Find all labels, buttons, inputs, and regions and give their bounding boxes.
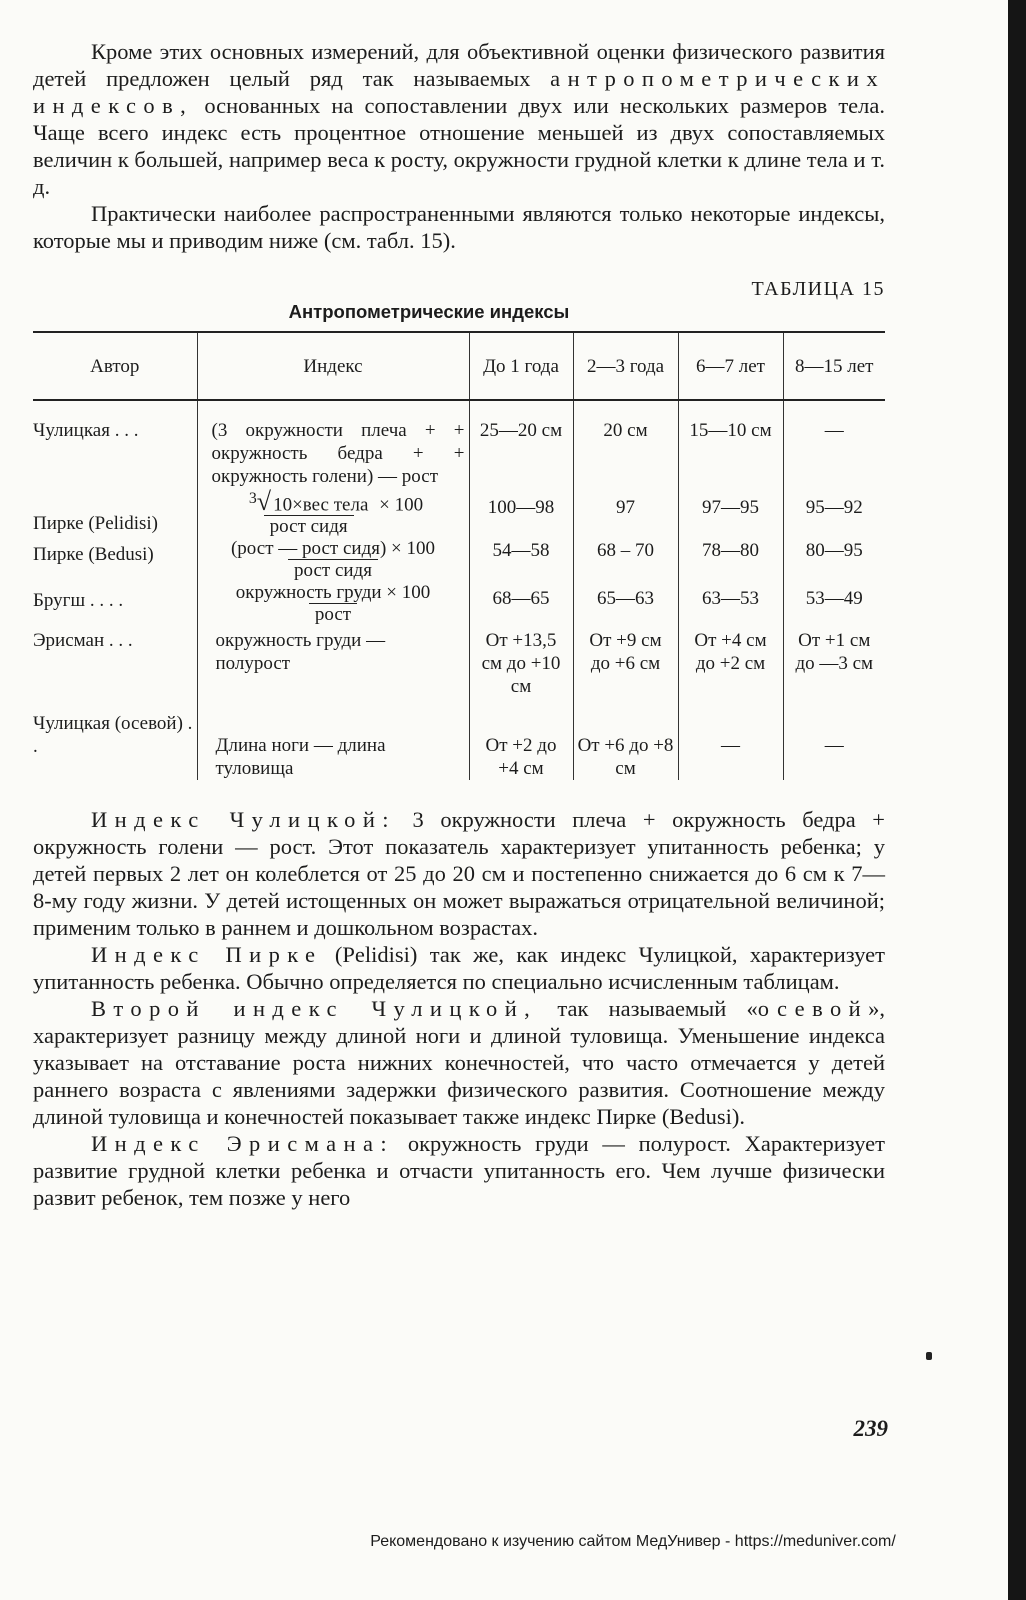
row-value: 100—98 <box>469 488 573 537</box>
row-value: 68—65 <box>469 581 573 625</box>
row-value: 53—49 <box>783 581 885 625</box>
row-value: От +13,5 см до +10 см <box>469 625 573 698</box>
header-age: 8—15 лет <box>783 332 885 400</box>
header-author: Автор <box>33 332 197 400</box>
scan-edge-shadow <box>1008 0 1026 1600</box>
row-value: От +4 см до +2 см <box>678 625 783 698</box>
row-value: 63—53 <box>678 581 783 625</box>
row-value: От +9 см до +6 см <box>573 625 678 698</box>
row-value: 54—58 <box>469 537 573 581</box>
row-value: 97—95 <box>678 488 783 537</box>
scan-speck <box>926 1352 932 1360</box>
row-value: 15—10 см <box>678 400 783 488</box>
row-index: $\frac{^3√ 10\times вес тела}{\text{рост сидя}}$ × 100 <box>197 488 469 537</box>
row-index <box>197 581 469 625</box>
table-row <box>33 488 885 537</box>
fraction: $\frac{^3√ 10\times вес тела}{\text{рост сидя}}$ <box>248 487 369 538</box>
header-age: До 1 года <box>469 332 573 400</box>
row-author: Пирке (Pelidisi) <box>33 513 158 534</box>
book-page <box>33 38 885 1211</box>
table-title: Антропометрические индексы <box>288 301 570 322</box>
table-row <box>33 581 885 625</box>
row-value: — <box>783 400 885 488</box>
paragraph-chulitskaya-index: Индекс Чулицкой: 3 окружности плеча + окружность бедра + окружность голени — рост. Этот показатель характеризует упитанность ребенка; у детей первых 2 лет он колеблется от 25 до 20 см и постепенно снижается до 6 см к 7—8-му году жизни. У детей истощенных он может выражаться отрицательной величиной; применим только в раннем и дошкольном возрастах. <box>33 807 885 941</box>
table-row <box>33 625 885 698</box>
row-author: Пирке (Bedusi) <box>33 544 154 566</box>
paragraph-axial-index: Второй индекс Чулицкой, так называемый «осевой», характеризует разницу между длиной ноги и длиной туловища. Уменьшение индекса указывает на отставание роста нижних конечностей, что часто отмечается у детей раннего возраста с явлениями задержки физического развития. Соотношение между длиной туловища и конечностей показывает также индекс Пирке (Bedusi). <box>33 996 885 1130</box>
row-value: 68 – 70 <box>573 537 678 581</box>
row-value: 95—92 <box>783 488 885 537</box>
cube-root-icon: √ <box>256 487 272 517</box>
row-value: 65—63 <box>573 581 678 625</box>
anthropometric-table <box>33 331 885 780</box>
paragraph-pirquet-index: Индекс Пирке (Pelidisi) так же, как индекс Чулицкой, характеризует упитанность ребенка. Обычно определяется по специально исчисленным таблицам. <box>33 942 885 995</box>
row-author: Эрисман . . . <box>33 630 133 652</box>
row-index: окружность груди — полурост <box>197 625 469 698</box>
header-age: 2—3 года <box>573 332 678 400</box>
row-value: — <box>783 698 885 780</box>
table-row <box>33 537 885 581</box>
page-number: 239 <box>853 1416 888 1441</box>
paragraph-erisman-index: Индекс Эрисмана: окружность груди — полурост. Характеризует развитие грудной клетки ребенка и отчасти упитанность его. Чем лучше физически развит ребенок, тем позже у него <box>33 1131 885 1211</box>
table-label: ТАБЛИЦА 15 <box>751 278 885 300</box>
row-index: (3 окружности плеча + + окружность бедра + + окружность голени) — рост <box>197 400 469 488</box>
row-value: От +1 см до —3 см <box>783 625 885 698</box>
row-value: 97 <box>573 488 678 537</box>
row-value: От +6 до +8 см <box>573 698 678 780</box>
paragraph-intro: Кроме этих основных измерений, для объективной оценки физического развития детей предложен целый ряд так называемых антропометрических индексов, основанных на сопоставлении двух или нескольких размеров тела. Чаще всего индекс есть процентное отношение меньшей из двух сопоставляемых величин к большей, например веса к росту, окружности грудной клетки к длине тела и т. д. <box>33 39 886 199</box>
row-value: 20 см <box>573 400 678 488</box>
fraction: $\frac{\text{окружность груди × 100}}{\text{рост}}$ <box>235 582 431 626</box>
row-value: От +2 до +4 см <box>469 698 573 780</box>
table-header-row <box>33 332 885 400</box>
header-age: 6—7 лет <box>678 332 783 400</box>
footer-recommendation: Рекомендовано к изучению сайтом МедУнивер - https://meduniver.com/ <box>370 1533 896 1550</box>
row-index <box>197 537 469 581</box>
row-value: 78—80 <box>678 537 783 581</box>
row-author: Чулицкая (осевой) . . <box>33 713 193 758</box>
row-author: Бругш . . . . <box>33 590 124 612</box>
table-row <box>33 400 885 488</box>
row-value: 25—20 см <box>469 400 573 488</box>
fraction: $\frac{\text{(рост — рост сидя) × 100}}{\text{рост сидя}}$ <box>230 538 436 582</box>
row-value: — <box>678 698 783 780</box>
spaced-term: антропометрических индексов, <box>33 66 886 118</box>
row-author: Чулицкая . . . <box>33 420 139 441</box>
paragraph-indices: Практически наиболее распространенными являются только некоторые индексы, которые мы и приводим ниже (см. табл. 15). <box>33 201 885 253</box>
row-index: Длина ноги — длина туловища <box>197 698 469 780</box>
table-row <box>33 698 885 780</box>
header-index: Индекс <box>197 332 469 400</box>
row-value: 80—95 <box>783 537 885 581</box>
